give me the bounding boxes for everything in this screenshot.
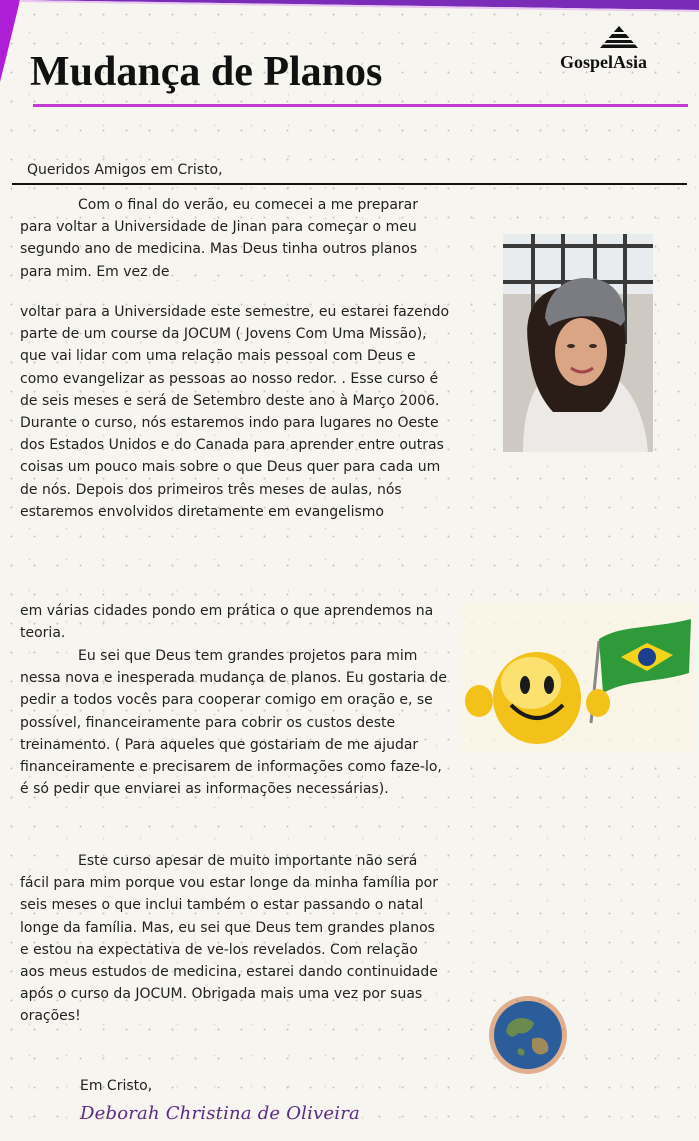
gospelasia-logo [556,26,682,76]
globe-image [488,995,568,1075]
greeting-divider [12,183,687,185]
smiley-flag-clipart [461,603,696,753]
letter-greeting: Queridos Amigos em Cristo, [27,162,223,178]
author-photo [503,234,653,452]
header-divider [33,104,688,107]
paragraph-2: voltar para a Universidade este semestre, eu estarei fazendo parte de um course da JOCUM ( Jovens Com Uma Missão), que vai lidar com uma relação mais pessoal com Deus e como evangelizar as pessoas ao nosso redor. . Esse curso é de seis meses e será de Setembro deste ano à Março 2006. Durante o curso, nós estaremos indo para lugares no Oeste dos Estados Unidos e do Canada para aprender entre outras coisas um pouco mais sobre o que Deus quer para cada um de nós. Depois dos primeiros três meses de aulas, nós estaremos envolvidos diretamente em evangelismo [20,304,450,520]
logo-mark-icon [598,26,640,50]
logo-text: GospelAsia [560,52,648,72]
letter-signature: Deborah Christina de Oliveira [80,1103,360,1124]
page-title: Mudança de Planos [30,49,383,95]
paragraph-5: Este curso apesar de muito importante não será fácil para mim porque vou estar longe da minha família por seis meses o que inclui também o estar passando o natal longe da família. Mas, eu sei que Deus tem grandes planos e estou na expectativa de ve-los revelados. Com relação aos meus estudos de medicina, estarei dando continuidade após o curso da JOCUM. Obrigada mais uma vez por suas orações! [20,853,438,1025]
letter-closing: Em Cristo, [80,1078,153,1094]
paragraph-3: em várias cidades pondo em prática o que aprendemos na teoria. [20,603,434,642]
paragraph-1: Com o final do verão, eu comecei a me preparar para voltar a Universidade de Jinan para começar o meu segundo ano de medicina. Mas Deus tinha outros planos para mim. Em vez de [20,197,418,280]
paragraph-4: Eu sei que Deus tem grandes projetos para mim nessa nova e inesperada mudança de planos. Eu gostaria de pedir a todos vocês para cooperar comigo em oração e, se possível, financeiramente para cobrir os custos deste treinamento. ( Para aqueles que gostariam de me ajudar financeiramente e precisarem de informações como faze-lo, é só pedir que enviarei as informações necessárias). [20,648,448,798]
